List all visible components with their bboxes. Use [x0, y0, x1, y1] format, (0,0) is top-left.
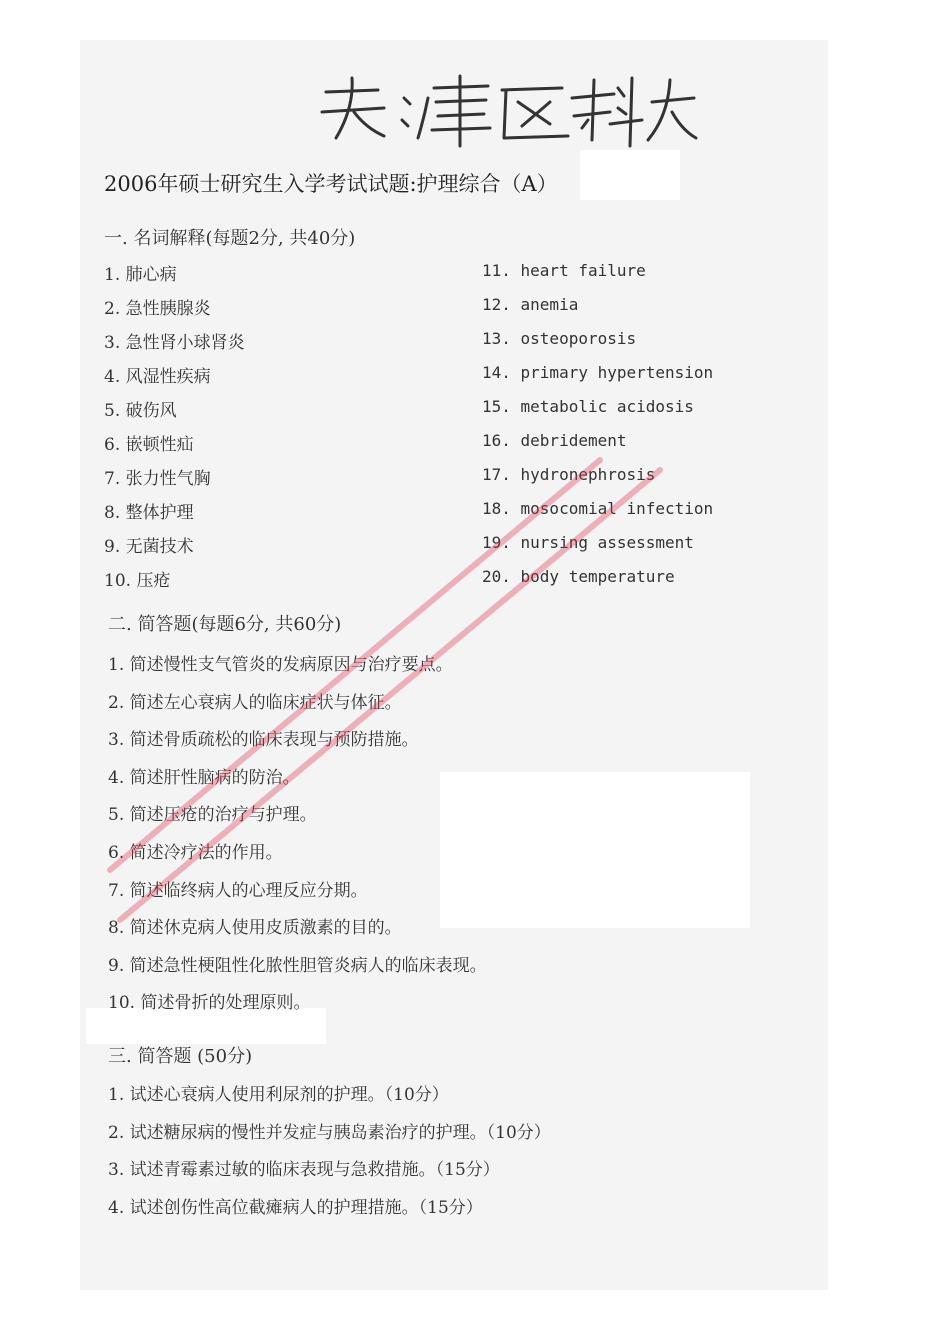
term-item: 19. nursing assessment	[482, 533, 694, 552]
section2-heading: 二. 简答题(每题6分, 共60分)	[108, 614, 342, 635]
term-item: 4. 风湿性疾病	[104, 367, 211, 387]
term-item: 20. body temperature	[482, 567, 675, 586]
term-item: 8. 整体护理	[104, 503, 194, 523]
term-item: 12. anemia	[482, 295, 579, 314]
essay-item: 1. 试述心衰病人使用利尿剂的护理。（10分）	[108, 1085, 449, 1105]
term-item: 6. 嵌顿性疝	[104, 435, 194, 455]
question-item: 2. 简述左心衰病人的临床症状与体征。	[108, 693, 402, 713]
question-item: 4. 简述肝性脑病的防治。	[108, 768, 300, 788]
term-item: 3. 急性肾小球肾炎	[104, 333, 245, 353]
question-item: 6. 简述冷疗法的作用。	[108, 843, 283, 863]
term-item: 9. 无菌技术	[104, 537, 194, 557]
essay-item: 3. 试述青霉素过敏的临床表现与急救措施。（15分）	[108, 1160, 500, 1180]
essay-item: 2. 试述糖尿病的慢性并发症与胰岛素治疗的护理。（10分）	[108, 1123, 551, 1143]
whiteout-top	[580, 150, 680, 200]
handwritten-university-name	[318, 68, 698, 148]
term-item: 11. heart failure	[482, 261, 646, 280]
question-item: 9. 简述急性梗阻性化脓性胆管炎病人的临床表现。	[108, 956, 487, 976]
question-item: 7. 简述临终病人的心理反应分期。	[108, 881, 368, 901]
question-item: 5. 简述压疮的治疗与护理。	[108, 805, 317, 825]
term-item: 13. osteoporosis	[482, 329, 637, 348]
question-item: 8. 简述休克病人使用皮质激素的目的。	[108, 918, 402, 938]
term-item: 1. 肺心病	[104, 265, 177, 285]
exam-title: 2006年硕士研究生入学考试试题:护理综合（A）	[104, 172, 558, 196]
whiteout-right	[440, 772, 750, 928]
question-item: 10. 简述骨折的处理原则。	[108, 993, 311, 1013]
term-item: 15. metabolic acidosis	[482, 397, 694, 416]
term-item: 14. primary hypertension	[482, 363, 714, 382]
term-item: 18. mosocomial infection	[482, 499, 714, 518]
term-item: 2. 急性胰腺炎	[104, 299, 211, 319]
term-item: 5. 破伤风	[104, 401, 177, 421]
question-item: 3. 简述骨质疏松的临床表现与预防措施。	[108, 730, 419, 750]
section1-heading: 一. 名词解释(每题2分, 共40分)	[104, 228, 356, 249]
whiteout-left	[86, 1008, 326, 1044]
term-item: 17. hydronephrosis	[482, 465, 656, 484]
essay-item: 4. 试述创伤性高位截瘫病人的护理措施。（15分）	[108, 1198, 483, 1218]
section3-heading: 三. 简答题 (50分)	[108, 1046, 253, 1067]
question-item: 1. 简述慢性支气管炎的发病原因与治疗要点。	[108, 655, 453, 675]
term-item: 16. debridement	[482, 431, 627, 450]
term-item: 7. 张力性气胸	[104, 469, 211, 489]
term-item: 10. 压疮	[104, 571, 171, 591]
